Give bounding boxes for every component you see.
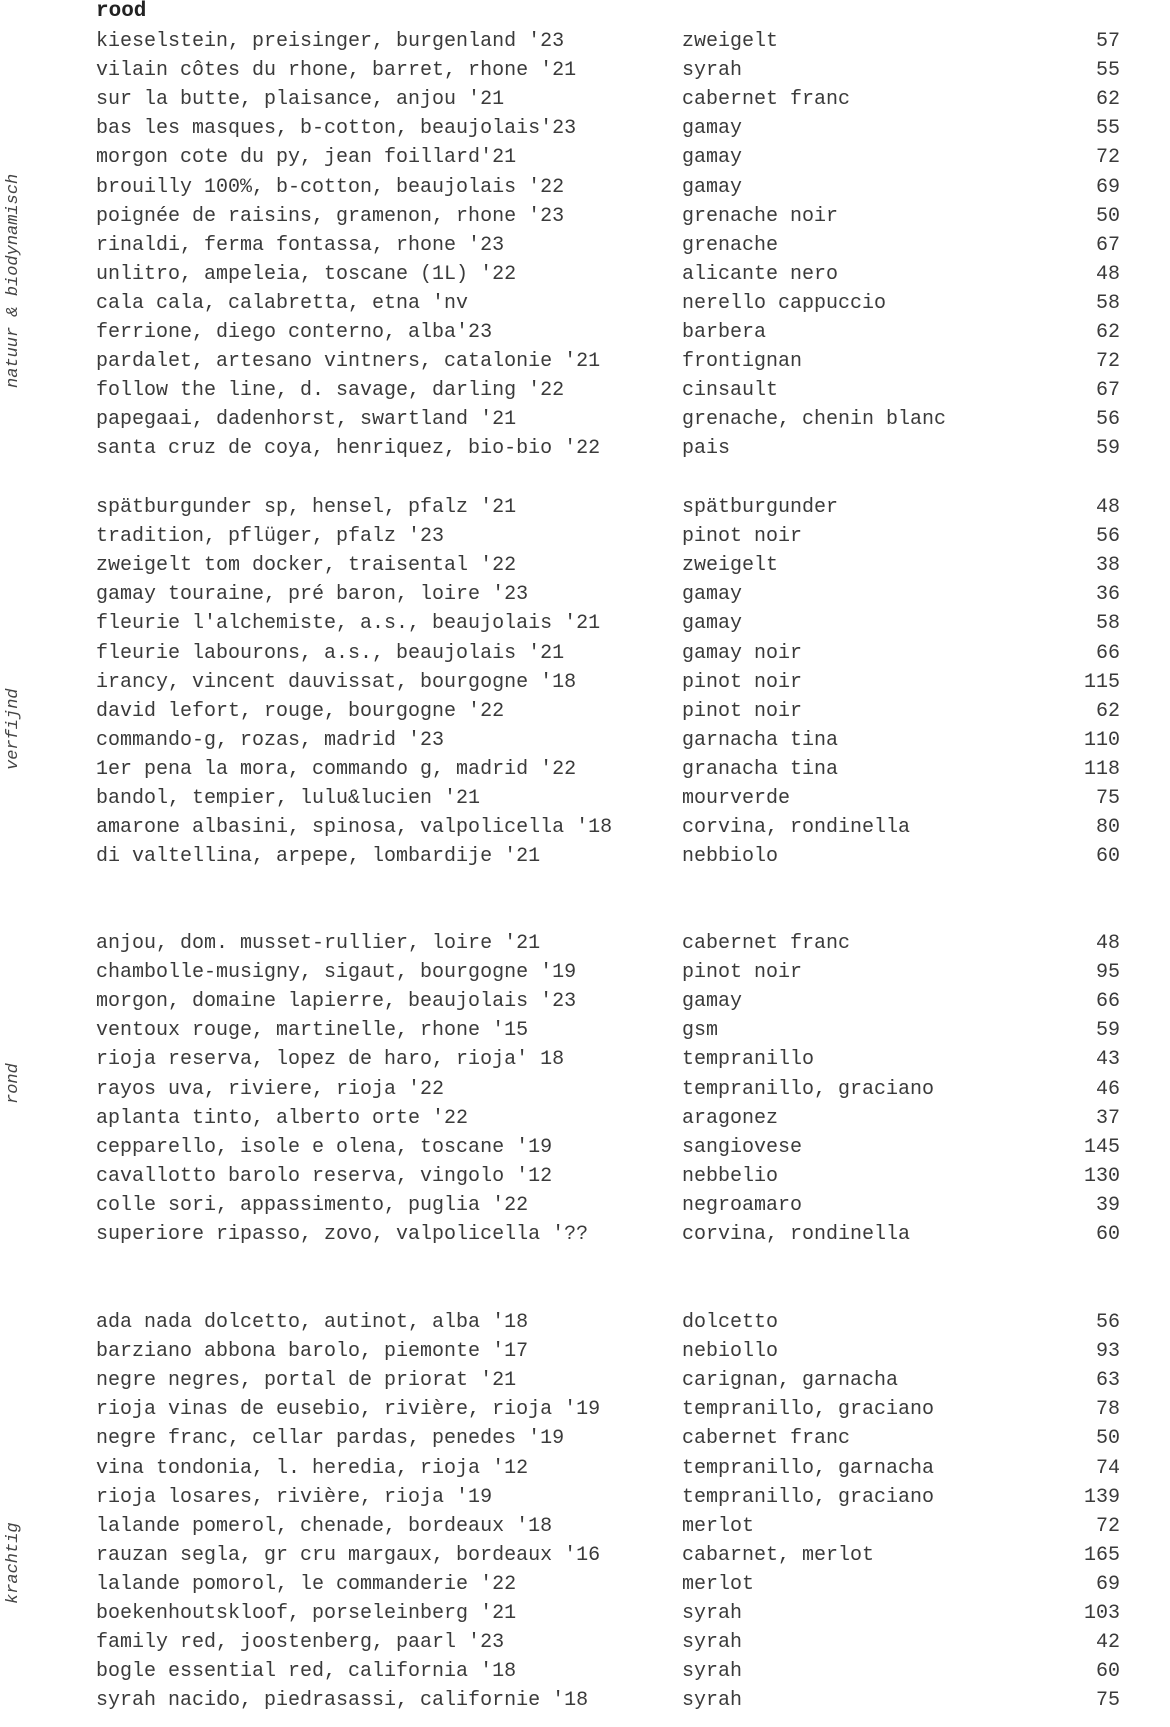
wine-name: fleurie l'alchemiste, a.s., beaujolais '21 [96, 612, 601, 636]
section-label: rond [4, 1063, 23, 1104]
wine-price: 58 [1095, 612, 1120, 636]
wine-name: pardalet, artesano vintners, catalonie '21 [96, 350, 601, 374]
wine-row [0, 27, 1170, 56]
section-label: natuur & biodynamisch [4, 173, 23, 388]
wine-grape: tempranillo, graciano [682, 1077, 935, 1101]
wine-row [0, 260, 1170, 289]
wine-name: rioja reserva, lopez de haro, rioja' 18 [96, 1048, 565, 1072]
wine-name: kieselstein, preisinger, burgenland '23 [96, 30, 565, 53]
wine-row [0, 1512, 1170, 1541]
wine-grape: merlot [682, 1514, 755, 1538]
wine-row [0, 1133, 1170, 1162]
wine-grape: syrah [682, 1631, 743, 1655]
wine-row [0, 784, 1170, 813]
wine-price: 55 [1095, 117, 1120, 141]
wine-name: barziano abbona barolo, piemonte '17 [96, 1340, 529, 1364]
wine-row [0, 551, 1170, 580]
wine-row [0, 1220, 1170, 1249]
wine-name: bandol, tempier, lulu&lucien '21 [96, 787, 481, 810]
wine-row [0, 1628, 1170, 1657]
wine-grape: nebiollo [682, 1340, 779, 1364]
wine-name: negre franc, cellar pardas, penedes '19 [96, 1427, 565, 1451]
wine-price: 46 [1095, 1077, 1120, 1101]
wine-row [0, 405, 1170, 434]
wine-price: 72 [1095, 146, 1120, 170]
wine-row [0, 434, 1170, 463]
wine-row [0, 1599, 1170, 1628]
wine-grape: gamay [682, 175, 743, 199]
wine-price: 55 [1095, 59, 1120, 83]
wine-price: 48 [1095, 496, 1120, 519]
wine-row [0, 173, 1170, 202]
wine-name: santa cruz de coya, henriquez, bio-bio '22 [96, 437, 601, 461]
wine-price: 42 [1095, 1631, 1120, 1655]
wine-grape: garnacha tina [682, 728, 839, 752]
wine-name: fleurie labourons, a.s., beaujolais '21 [96, 641, 565, 665]
wine-grape: aragonez [682, 1106, 779, 1130]
wine-grape: mourverde [682, 787, 791, 810]
wine-name: bas les masques, b-cotton, beaujolais'23 [96, 117, 577, 141]
wine-price: 78 [1095, 1398, 1120, 1422]
wine-name: rinaldi, ferma fontassa, rhone '23 [96, 233, 505, 257]
wine-price: 115 [1083, 670, 1120, 694]
wine-price: 56 [1095, 408, 1120, 432]
wine-name: papegaai, dadenhorst, swartland '21 [96, 408, 517, 432]
wine-row [0, 929, 1170, 958]
wine-grape: syrah [682, 59, 743, 83]
wine-name: cala cala, calabretta, etna 'nv [96, 291, 469, 315]
wine-price: 59 [1095, 1019, 1120, 1043]
wine-name: bogle essential red, california '18 [96, 1660, 517, 1684]
wine-price: 62 [1095, 699, 1120, 723]
wine-price: 58 [1095, 291, 1120, 315]
wine-grape: nerello cappuccio [682, 291, 887, 315]
wine-price: 57 [1095, 30, 1120, 53]
wine-price: 75 [1095, 787, 1120, 810]
wine-price: 110 [1083, 728, 1120, 752]
wine-row [0, 813, 1170, 842]
wine-grape: pinot noir [682, 961, 803, 985]
wine-row [0, 726, 1170, 755]
wine-price: 66 [1095, 990, 1120, 1014]
wine-name: ventoux rouge, martinelle, rhone '15 [96, 1019, 529, 1043]
wine-row [0, 376, 1170, 405]
wine-grape: zweigelt [682, 554, 779, 578]
wine-name: ferrione, diego conterno, alba'23 [96, 321, 493, 344]
wine-row [0, 1308, 1170, 1337]
wine-grape: spätburgunder [682, 496, 839, 519]
wine-price: 165 [1083, 1543, 1120, 1567]
wine-grape: zweigelt [682, 30, 779, 53]
wine-grape: grenache noir [682, 204, 839, 228]
wine-row [0, 202, 1170, 231]
wine-price: 50 [1095, 204, 1120, 228]
wine-row [0, 668, 1170, 697]
wine-name: david lefort, rouge, bourgogne '22 [96, 699, 505, 723]
wine-grape: dolcetto [682, 1311, 779, 1334]
wine-price: 145 [1083, 1135, 1120, 1159]
wine-price: 48 [1095, 262, 1120, 286]
wine-price: 67 [1095, 379, 1120, 403]
wine-row [0, 1424, 1170, 1453]
wine-price: 72 [1095, 1514, 1120, 1538]
wine-price: 130 [1083, 1164, 1120, 1188]
wine-row [0, 85, 1170, 114]
wine-row [0, 318, 1170, 347]
wine-grape: negroamaro [682, 1193, 803, 1217]
wine-row [0, 143, 1170, 172]
wine-grape: carignan, garnacha [682, 1369, 899, 1393]
wine-row [0, 56, 1170, 85]
wine-price: 60 [1095, 845, 1120, 869]
wine-grape: merlot [682, 1572, 755, 1596]
wine-price: 62 [1095, 88, 1120, 112]
wine-price: 60 [1095, 1660, 1120, 1684]
wine-grape: nebbelio [682, 1164, 779, 1188]
wine-name: ada nada dolcetto, autinot, alba '18 [96, 1311, 529, 1334]
wine-row [0, 289, 1170, 318]
wine-grape: cabernet franc [682, 932, 851, 955]
wine-price: 66 [1095, 641, 1120, 665]
wine-name: rioja vinas de eusebio, rivière, rioja '19 [96, 1398, 601, 1422]
wine-name: amarone albasini, spinosa, valpolicella '18 [96, 816, 613, 840]
wine-price: 62 [1095, 321, 1120, 344]
wine-price: 103 [1083, 1602, 1120, 1625]
wine-name: gamay touraine, pré baron, loire '23 [96, 583, 529, 607]
wine-grape: pais [682, 437, 731, 461]
wine-price: 67 [1095, 233, 1120, 257]
wine-grape: alicante nero [682, 262, 839, 286]
wine-name: cepparello, isole e olena, toscane '19 [96, 1135, 553, 1159]
wine-price: 72 [1095, 350, 1120, 374]
wine-name: follow the line, d. savage, darling '22 [96, 379, 565, 403]
wine-row [0, 1483, 1170, 1512]
wine-grape: tempranillo, graciano [682, 1485, 935, 1509]
wine-name: colle sori, appassimento, puglia '22 [96, 1193, 529, 1217]
wine-row [0, 1075, 1170, 1104]
wine-grape: corvina, rondinella [682, 816, 911, 840]
wine-row [0, 1686, 1170, 1715]
wine-price: 59 [1095, 437, 1120, 461]
section-label: krachtig [4, 1522, 23, 1604]
wine-name: chambolle-musigny, sigaut, bourgogne '19 [96, 961, 577, 985]
wine-row [0, 1104, 1170, 1133]
wine-grape: pinot noir [682, 699, 803, 723]
wine-price: 118 [1083, 757, 1120, 781]
wine-row [0, 114, 1170, 143]
wine-grape: syrah [682, 1602, 743, 1625]
wine-price: 50 [1095, 1427, 1120, 1451]
wine-name: irancy, vincent dauvissat, bourgogne '18 [96, 670, 577, 694]
wine-row [0, 958, 1170, 987]
wine-row [0, 609, 1170, 638]
wine-price: 37 [1095, 1106, 1120, 1130]
wine-row [0, 1191, 1170, 1220]
wine-name: vina tondonia, l. heredia, rioja '12 [96, 1456, 529, 1480]
wine-name: morgon cote du py, jean foillard'21 [96, 146, 517, 170]
wine-row [0, 755, 1170, 784]
wine-grape: pinot noir [682, 525, 803, 549]
wine-grape: frontignan [682, 350, 803, 374]
wine-name: superiore ripasso, zovo, valpolicella '?? [96, 1223, 589, 1246]
wine-name: anjou, dom. musset-rullier, loire '21 [96, 932, 541, 955]
wine-name: tradition, pflüger, pfalz '23 [96, 525, 445, 549]
wine-row [0, 493, 1170, 522]
wine-name: commando-g, rozas, madrid '23 [96, 728, 445, 752]
wine-price: 69 [1095, 175, 1120, 199]
wine-grape: syrah [682, 1689, 743, 1713]
wine-row [0, 1016, 1170, 1045]
wine-row [0, 1045, 1170, 1074]
wine-price: 60 [1095, 1223, 1120, 1246]
wine-name: brouilly 100%, b-cotton, beaujolais '22 [96, 175, 565, 199]
wine-row [0, 1541, 1170, 1570]
wine-price: 93 [1095, 1340, 1120, 1364]
wine-name: family red, joostenberg, paarl '23 [96, 1631, 505, 1655]
wine-grape: grenache, chenin blanc [682, 408, 947, 432]
wine-name: morgon, domaine lapierre, beaujolais '23 [96, 990, 577, 1014]
wine-price: 43 [1095, 1048, 1120, 1072]
wine-price: 48 [1095, 932, 1120, 955]
wine-row [0, 1454, 1170, 1483]
page-heading: rood [96, 0, 147, 23]
wine-grape: gamay [682, 990, 743, 1014]
wine-price: 39 [1095, 1193, 1120, 1217]
wine-row [0, 1162, 1170, 1191]
wine-grape: pinot noir [682, 670, 803, 694]
wine-row [0, 697, 1170, 726]
wine-grape: cinsault [682, 379, 779, 403]
wine-name: lalande pomorol, le commanderie '22 [96, 1572, 517, 1596]
wine-name: poignée de raisins, gramenon, rhone '23 [96, 204, 565, 228]
wine-price: 56 [1095, 525, 1120, 549]
wine-row [0, 1657, 1170, 1686]
wine-price: 36 [1095, 583, 1120, 607]
wine-name: boekenhoutskloof, porseleinberg '21 [96, 1602, 517, 1625]
wine-name: spätburgunder sp, hensel, pfalz '21 [96, 496, 517, 519]
wine-price: 63 [1095, 1369, 1120, 1393]
wine-name: rauzan segla, gr cru margaux, bordeaux '16 [96, 1543, 601, 1567]
wine-grape: tempranillo, graciano [682, 1398, 935, 1422]
wine-grape: nebbiolo [682, 845, 779, 869]
wine-grape: gamay [682, 612, 743, 636]
wine-row [0, 639, 1170, 668]
wine-row [0, 231, 1170, 260]
wine-grape: cabernet franc [682, 88, 851, 112]
wine-name: vilain côtes du rhone, barret, rhone '21 [96, 59, 577, 83]
wine-name: lalande pomerol, chenade, bordeaux '18 [96, 1514, 553, 1538]
section-label: verfijnd [4, 688, 23, 770]
wine-row [0, 1570, 1170, 1599]
wine-price: 80 [1095, 816, 1120, 840]
wine-name: syrah nacido, piedrasassi, californie '18 [96, 1689, 589, 1713]
wine-row [0, 1337, 1170, 1366]
wine-row [0, 987, 1170, 1016]
wine-name: unlitro, ampeleia, toscane (1L) '22 [96, 262, 517, 286]
wine-grape: gamay [682, 583, 743, 607]
wine-name: rioja losares, rivière, rioja '19 [96, 1485, 493, 1509]
wine-name: 1er pena la mora, commando g, madrid '22 [96, 757, 577, 781]
wine-name: sur la butte, plaisance, anjou '21 [96, 88, 505, 112]
wine-name: aplanta tinto, alberto orte '22 [96, 1106, 469, 1130]
wine-grape: gsm [682, 1019, 719, 1043]
wine-grape: barbera [682, 321, 767, 344]
wine-price: 139 [1083, 1485, 1120, 1509]
wine-price: 75 [1095, 1689, 1120, 1713]
wine-name: cavallotto barolo reserva, vingolo '12 [96, 1164, 553, 1188]
wine-grape: grenache [682, 233, 779, 257]
wine-grape: cabernet franc [682, 1427, 851, 1451]
wine-grape: corvina, rondinella [682, 1223, 911, 1246]
wine-row [0, 347, 1170, 376]
wine-grape: granacha tina [682, 757, 839, 781]
wine-row [0, 842, 1170, 871]
wine-grape: sangiovese [682, 1135, 803, 1159]
wine-grape: gamay [682, 146, 743, 170]
wine-name: zweigelt tom docker, traisental '22 [96, 554, 517, 578]
wine-grape: gamay noir [682, 641, 803, 665]
wine-price: 69 [1095, 1572, 1120, 1596]
wine-name: di valtellina, arpepe, lombardije '21 [96, 845, 541, 869]
wine-price: 95 [1095, 961, 1120, 985]
wine-grape: cabarnet, merlot [682, 1543, 875, 1567]
wine-grape: syrah [682, 1660, 743, 1684]
wine-grape: tempranillo [682, 1048, 815, 1072]
wine-name: negre negres, portal de priorat '21 [96, 1369, 517, 1393]
wine-price: 38 [1095, 554, 1120, 578]
wine-row [0, 522, 1170, 551]
wine-price: 74 [1095, 1456, 1120, 1480]
wine-name: rayos uva, riviere, rioja '22 [96, 1077, 445, 1101]
wine-grape: tempranillo, garnacha [682, 1456, 935, 1480]
wine-grape: gamay [682, 117, 743, 141]
wine-price: 56 [1095, 1311, 1120, 1334]
wine-row [0, 1395, 1170, 1424]
wine-row [0, 1366, 1170, 1395]
wine-row [0, 580, 1170, 609]
